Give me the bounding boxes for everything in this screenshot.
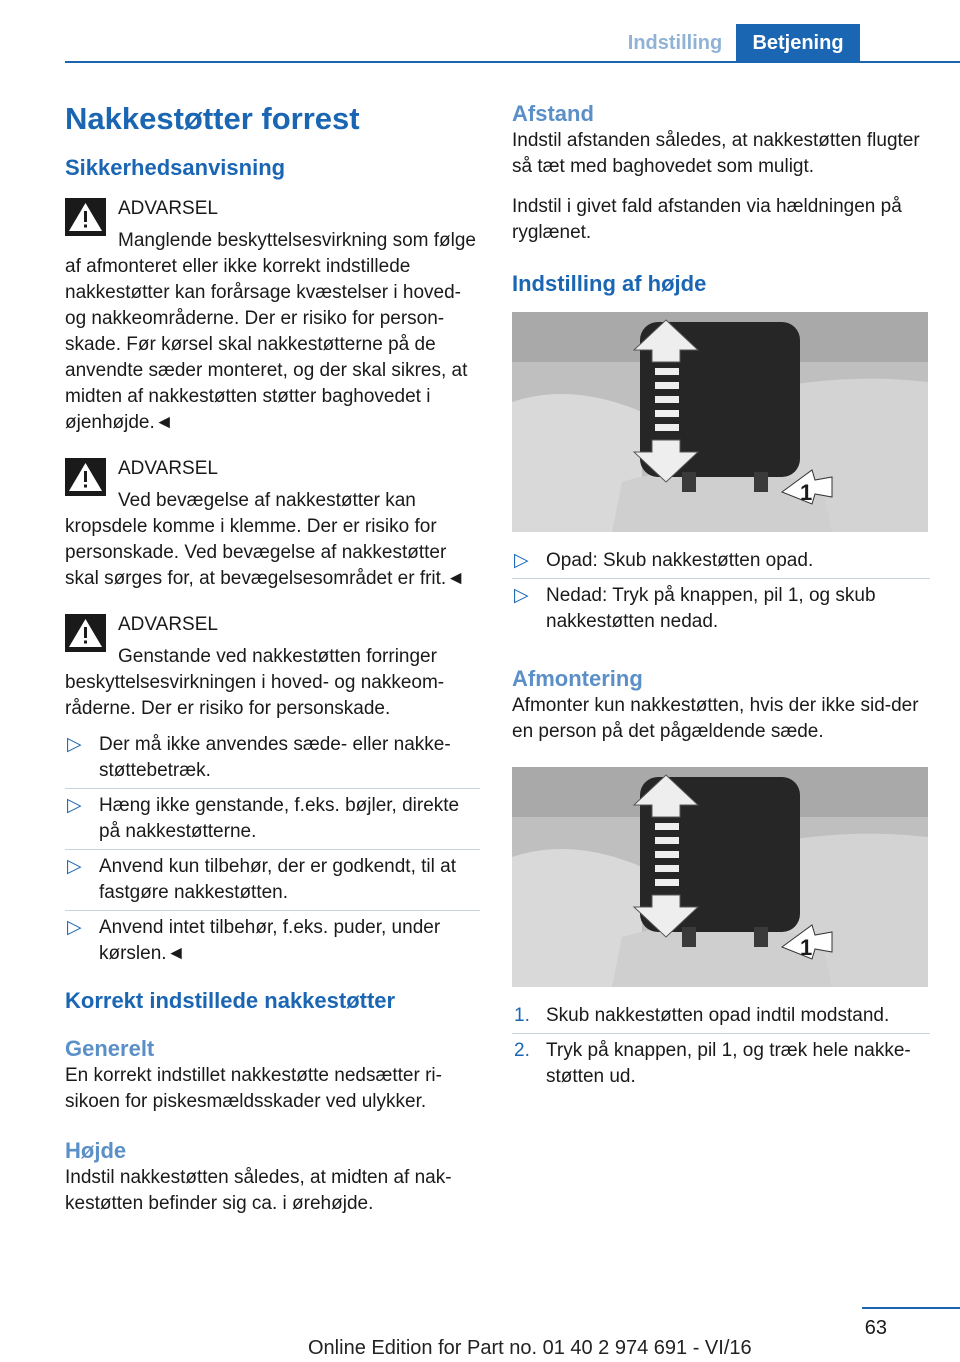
bullet-list [65,728,480,971]
distance-text-1: Indstil afstanden således, at nakkestøtten flugter så tæt med baghovedet som muligt. [512,130,920,177]
warning-block [65,196,480,436]
warning-title: ADVARSEL [118,458,218,479]
list-item: ▷ Nedad: Tryk på knappen, pil 1, og skub nakkestøtten nedad. [514,585,876,632]
step-number: 2. [514,1040,530,1061]
warning-triangle-icon [65,458,106,496]
tab-indstilling[interactable]: Indstilling [627,32,723,54]
callout-label: 1 [800,480,813,505]
warning-block [65,612,480,722]
tab-betjening[interactable]: Betjening [736,24,860,62]
distance-text-2: Indstil i givet fald afstanden via hældningen på ryglænet. [512,196,902,243]
subheading-distance: Afstand [512,101,594,126]
headrest-removal-image [512,767,928,987]
warning-text: Genstande ved nakkestøtten forringer beskyttelsesvirkningen i hoved- og nakkeom-råderne. Der er risiko for personskade. [65,646,445,719]
left-column [65,100,480,1217]
right-column [512,100,930,1110]
step-number: 1. [514,1005,530,1026]
list-item: ▷ Opad: Skub nakkestøtten opad. [512,544,930,579]
list-item: ▷ Anvend kun tilbehør, der er godkendt, til at fastgøre nakkestøtten. [65,850,480,911]
headrest-height-image [512,312,928,532]
bullet-triangle-icon: ▷ [514,585,529,606]
warning-block [65,456,480,592]
bullet-triangle-icon: ▷ [67,917,82,938]
list-item: 2. Tryk på knappen, pil 1, og træk hele nakke-støtten ud. [514,1040,911,1087]
removal-steps-list [512,999,930,1094]
subheading-height: Højde [65,1138,127,1163]
safety-heading: Sikkerhedsanvisning [65,155,286,180]
removal-text: Afmonter kun nakkestøtten, hvis der ikke sid-der en person på det pågældende sæde. [512,695,919,742]
footer-rule [862,1307,960,1309]
warning-triangle-icon [65,614,106,652]
subheading-removal: Afmontering [512,666,643,691]
header-rule [65,61,960,63]
height-text: Indstil nakkestøtten således, at midten af nak-kestøtten befinder sig ca. i ørehøjde. [65,1167,452,1214]
warning-text: Manglende beskyttelsesvirkning som følge af afmonteret eller ikke korrekt indstillede nakkestøtter kan forårsage kvæstelser i hoved- og nakkeområderne. Der er risiko for person-skade. Før kørsel skal nakkestøtterne på de anvendte sæder monteret, og der skal sikres, at midten af nakkestøtten støtter baghovedet i øjenhøjde.◄ [65,230,477,433]
bullet-triangle-icon: ▷ [67,734,82,755]
list-item: ▷ Der må ikke anvendes sæde- eller nakke-støttebetræk. [65,728,480,789]
section-heading-correct: Korrekt indstillede nakkestøtter [65,988,396,1013]
bullet-triangle-icon: ▷ [67,856,82,877]
warning-title: ADVARSEL [118,198,218,219]
list-item: ▷ Hæng ikke genstande, f.eks. bøjler, direkte på nakkestøtterne. [65,789,480,850]
bullet-triangle-icon: ▷ [514,550,529,571]
page-title: Nakkestøtter forrest [65,101,360,136]
bullet-triangle-icon: ▷ [67,795,82,816]
section-heading-height-adjust: Indstilling af højde [512,271,707,296]
warning-text: Ved bevægelse af nakkestøtter kan kropsdele komme i klemme. Der er risiko for personskade. Ved bevægelse af nakkestøtter skal sørges for, at bevægelsesområdet er frit.◄ [65,490,466,589]
callout-label: 1 [800,935,813,960]
subheading-general: Generelt [65,1036,155,1061]
footer-edition: Online Edition for Part no. 01 40 2 974 691 - VI/16 [308,1337,752,1359]
list-item: ▷ Anvend intet tilbehør, f.eks. puder, under kørslen.◄ [67,917,441,964]
page-number: 63 [864,1317,887,1339]
warning-triangle-icon [65,198,106,236]
warning-title: ADVARSEL [118,614,218,635]
list-item: 1. Skub nakkestøtten opad indtil modstand. [512,999,930,1034]
general-text: En korrekt indstillet nakkestøtte nedsætter ri-sikoen for piskesmældsskader ved ulykker. [65,1065,442,1112]
adjust-bullet-list [512,544,930,639]
